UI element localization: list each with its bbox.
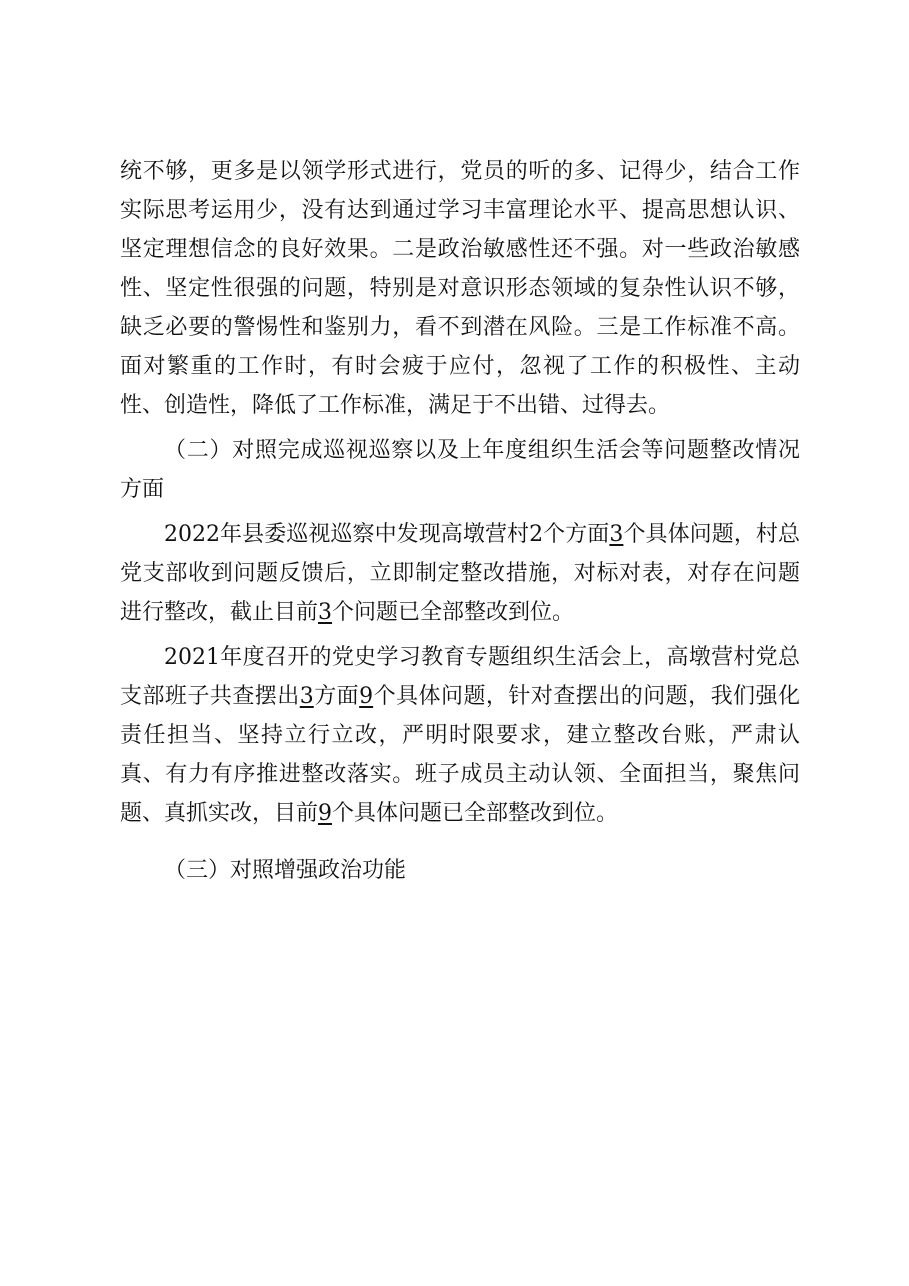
text-run: 2021年度召开的党史学习教育专题组织生活会上，高墩营村党总支部班子共查摆出 bbox=[120, 645, 800, 709]
text-run: 个问题已全部整改到位。 bbox=[332, 600, 575, 625]
paragraph-body-2 bbox=[120, 515, 800, 632]
text-run: 方面 bbox=[313, 684, 360, 709]
underlined-number: 3 bbox=[318, 600, 333, 625]
paragraph-body-3 bbox=[120, 638, 800, 833]
text-run: 个具体问题，村总党支部收到问题反馈后，立即制定整改措施，对标对表，对存在问题进行整改，截止目前 bbox=[120, 522, 800, 625]
underlined-number: 3 bbox=[609, 522, 624, 547]
paragraph-body-1: 统不够，更多是以领学形式进行，党员的听的多、记得少，结合工作实际思考运用少，没有达到通过学习丰富理论水平、提高思想认识、坚定理想信念的良好效果。二是政治敏感性还不强。对一些政治敏感性、坚定性很强的问题，特别是对意识形态领域的复杂性认识不够，缺乏必要的警惕性和鉴别力，看不到潜在风险。三是工作标准不高。面对繁重的工作时，有时会疲于应付，忽视了工作的积极性、主动性、创造性，降低了工作标准，满足于不出错、过得去。 bbox=[120, 159, 800, 418]
underlined-number: 3 bbox=[299, 684, 314, 709]
underlined-number: 9 bbox=[359, 684, 374, 709]
section-heading-2: （二）对照完成巡视巡察以及上年度组织生活会等问题整改情况方面 bbox=[120, 438, 800, 502]
text-run: 个具体问题已全部整改到位。 bbox=[332, 801, 619, 826]
text-run: 2022年县委巡视巡察中发现高墩营村2个方面 bbox=[164, 522, 610, 547]
document-page bbox=[120, 152, 800, 890]
section-heading-3: （三）对照增强政治功能 bbox=[164, 858, 407, 883]
underlined-number: 9 bbox=[318, 801, 333, 826]
text-run: 个具体问题，针对查摆出的问题，我们强化责任担当、坚持立行立改，严明时限要求，建立整改台账，严肃认真、有力有序推进整改落实。班子成员主动认领、全面担当，聚焦问题、真抓实改，目前 bbox=[120, 684, 800, 826]
